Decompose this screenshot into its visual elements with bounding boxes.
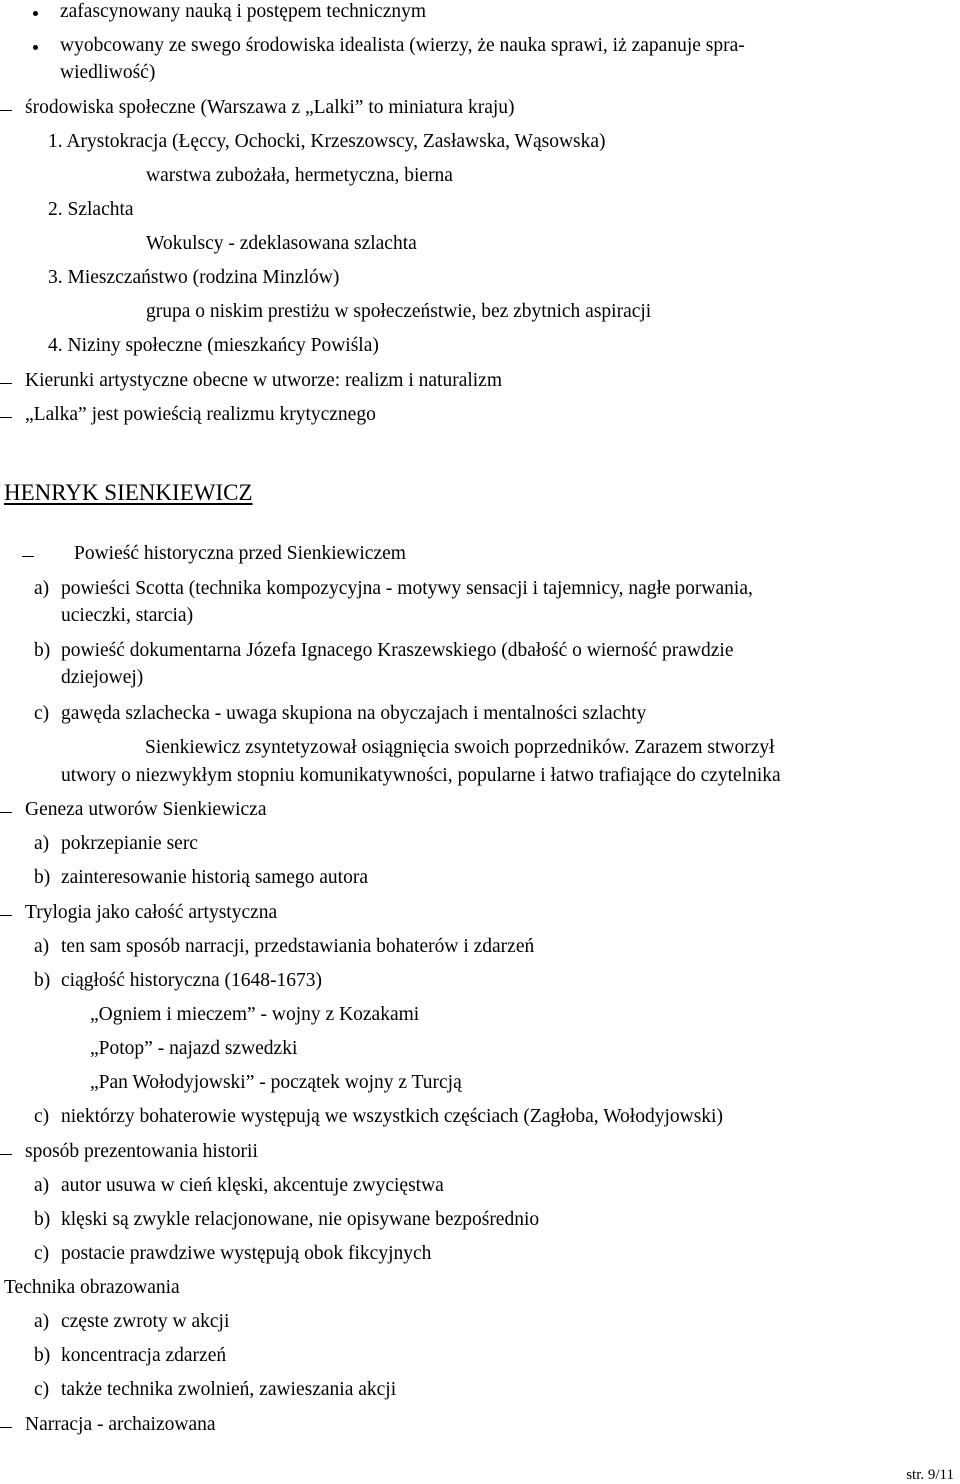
list-item: zainteresowanie historią samego autora xyxy=(61,867,369,888)
list-label: b) xyxy=(34,970,51,991)
society-desc: warstwa zubożała, hermetyczna, bierna xyxy=(146,165,453,186)
dash-icon xyxy=(0,812,12,813)
list-label: b) xyxy=(34,1209,51,1230)
novel-title: Powieść historyczna przed Sienkiewiczem xyxy=(74,543,406,564)
dash-icon xyxy=(0,383,12,384)
dash-icon xyxy=(0,1154,12,1155)
list-label: a) xyxy=(34,1175,50,1196)
dash-icon xyxy=(22,556,34,557)
list-item: ten sam sposób narracji, przedstawiania bohaterów i zdarzeń xyxy=(61,936,535,957)
society-item: 4. Niziny społeczne (mieszkańcy Powiśla) xyxy=(48,335,379,356)
trilogy-part: „Ogniem i mieczem” - wojny z Kozakami xyxy=(90,1004,420,1025)
dash-icon xyxy=(0,110,12,111)
art-item: Kierunki artystyczne obecne w utworze: realizm i naturalizm xyxy=(25,370,503,391)
list-item: postacie prawdziwe występują obok fikcyjnych xyxy=(61,1243,432,1264)
list-item: klęski są zwykle relacjonowane, nie opisywane bezpośrednio xyxy=(61,1209,540,1230)
trilogy-part: „Pan Wołodyjowski” - początek wojny z Turcją xyxy=(90,1072,462,1093)
dash-icon xyxy=(0,1427,12,1428)
society-item: 3. Mieszczaństwo (rodzina Minzlów) xyxy=(48,267,340,288)
bullet-item-continuation: wiedliwość) xyxy=(60,62,156,83)
list-label: a) xyxy=(34,578,50,599)
trilogy-title: Trylogia jako całość artystyczna xyxy=(25,902,278,923)
section-heading: HENRYK SIENKIEWICZ xyxy=(4,480,253,505)
society-desc: grupa o niskim prestiżu w społeczeństwie, bez zbytnich aspiracji xyxy=(146,301,652,322)
society-item: 2. Szlachta xyxy=(48,199,134,220)
society-desc: Wokulscy - zdeklasowana szlachta xyxy=(146,233,417,254)
list-label: b) xyxy=(34,1345,51,1366)
list-item: ciągłość historyczna (1648-1673) xyxy=(61,970,323,991)
narration-item: Narracja - archaizowana xyxy=(25,1414,216,1435)
list-item: niektórzy bohaterowie występują we wszystkich częściach (Zagłoba, Wołodyjowski) xyxy=(61,1106,723,1127)
page-number: str. 9/11 xyxy=(906,1467,954,1483)
list-label: c) xyxy=(34,1243,50,1264)
dash-icon xyxy=(0,915,12,916)
trilogy-part: „Potop” - najazd szwedzki xyxy=(90,1038,298,1059)
list-item: autor usuwa w cień klęski, akcentuje zwycięstwa xyxy=(61,1175,444,1196)
bullet-item: wyobcowany ze swego środowiska idealista (wierzy, że nauka sprawi, iż zapanuje spra- xyxy=(60,35,745,56)
list-label: c) xyxy=(34,1379,50,1400)
genesis-title: Geneza utworów Sienkiewicza xyxy=(25,799,267,820)
list-label: b) xyxy=(34,640,51,661)
list-item: także technika zwolnień, zawieszania akcji xyxy=(61,1379,397,1400)
list-label: c) xyxy=(34,1106,50,1127)
society-item: 1. Arystokracja (Łęccy, Ochocki, Krzeszowscy, Zasławska, Wąsowska) xyxy=(48,131,606,152)
list-item: pokrzepianie serc xyxy=(61,833,198,854)
bullet-icon xyxy=(33,11,38,16)
society-intro: środowiska społeczne (Warszawa z „Lalki” to miniatura kraju) xyxy=(25,97,515,118)
list-label: a) xyxy=(34,936,50,957)
summary-text: Sienkiewicz zsyntetyzował osiągnięcia swoich poprzedników. Zarazem stworzył xyxy=(145,737,775,758)
list-item: koncentracja zdarzeń xyxy=(61,1345,227,1366)
list-item: powieści Scotta (technika kompozycyjna - motywy sensacji i tajemnicy, nagłe porwania, xyxy=(61,578,753,599)
list-label: b) xyxy=(34,867,51,888)
list-item: gawęda szlachecka - uwaga skupiona na obyczajach i mentalności szlachty xyxy=(61,703,647,724)
technique-title: Technika obrazowania xyxy=(4,1277,180,1298)
list-label: a) xyxy=(34,1311,50,1332)
list-label: a) xyxy=(34,833,50,854)
summary-text: utwory o niezwykłym stopniu komunikatywności, popularne i łatwo trafiające do czytelnika xyxy=(61,765,781,786)
list-item-continuation: dziejowej) xyxy=(61,667,144,688)
list-item-continuation: ucieczki, starcia) xyxy=(61,605,194,626)
dash-icon xyxy=(0,417,12,418)
bullet-item: zafascynowany nauką i postępem technicznym xyxy=(60,1,427,22)
list-item: częste zwroty w akcji xyxy=(61,1311,230,1332)
art-item: „Lalka” jest powieścią realizmu krytycznego xyxy=(25,404,376,425)
history-title: sposób prezentowania historii xyxy=(25,1141,258,1162)
list-item: powieść dokumentarna Józefa Ignacego Kraszewskiego (dbałość o wierność prawdzie xyxy=(61,640,734,661)
bullet-icon xyxy=(33,45,38,50)
list-label: c) xyxy=(34,703,50,724)
